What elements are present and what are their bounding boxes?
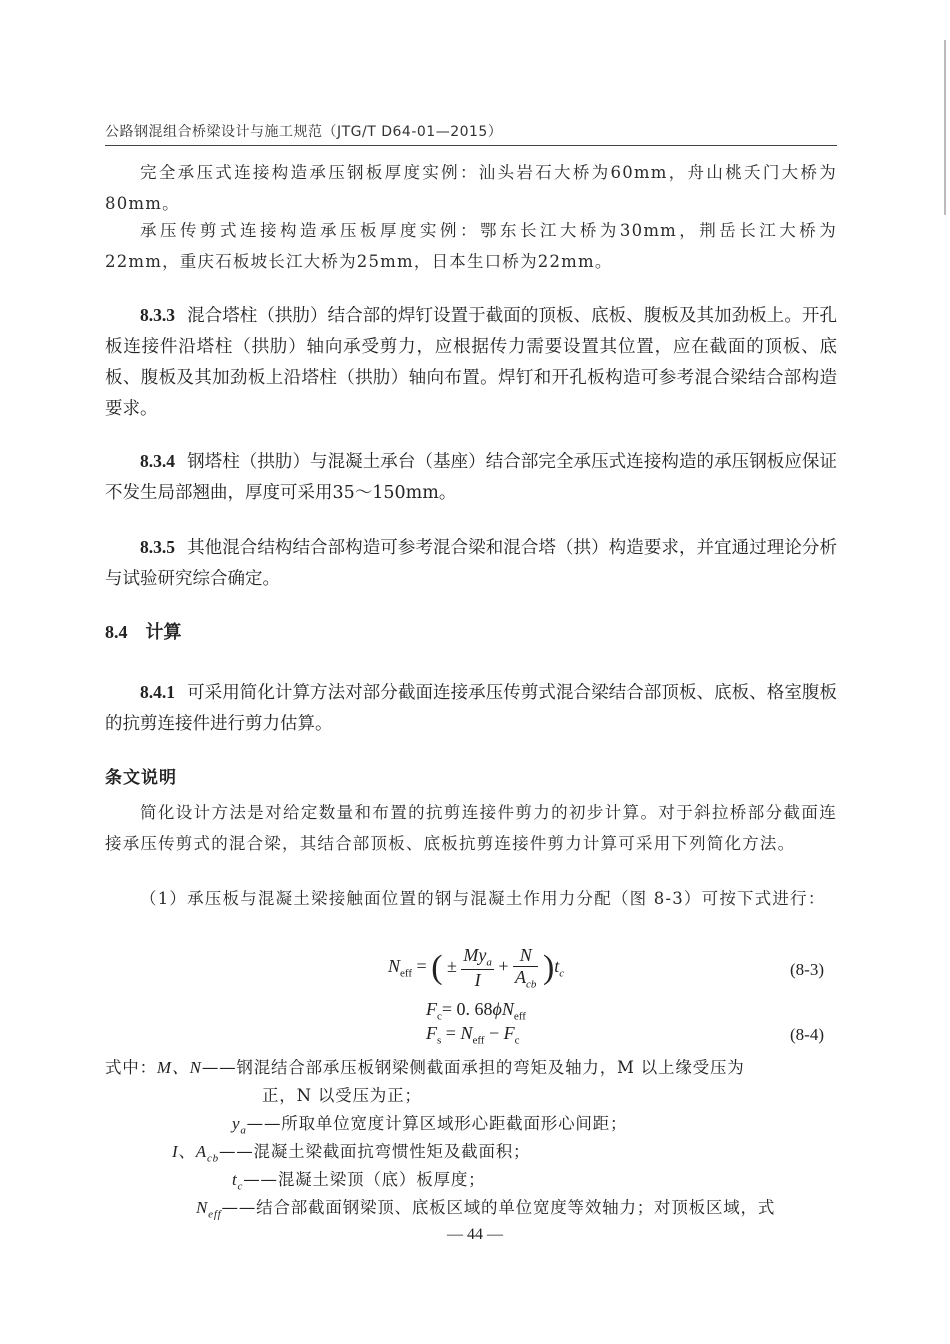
definition-text: ——结合部截面钢梁顶、底板区域的单位宽度等效轴力；对顶板区域，式 [221, 1198, 776, 1217]
definition-ya: $y_a——$所取单位宽度计算区域形心距截面形心间距； [232, 1114, 628, 1137]
clause-8-3-4 [105, 446, 837, 509]
clause-text: 钢塔柱（拱肋）与混凝土承台（基座）结合部完全承压式连接构造的承压钢板应保证不发生局部翘曲，厚度可采用35～150mm。 [105, 452, 837, 503]
clause-8-3-3 [105, 300, 837, 425]
clause-number: 8.3.4 [140, 451, 175, 471]
equation-number-8-4: (8-4) [790, 1025, 824, 1044]
definition-text: ——混凝土梁顶（底）板厚度； [243, 1170, 486, 1189]
clause-number: 8.3.3 [140, 305, 175, 325]
section-heading-8-4 [105, 618, 182, 644]
definition-text: ——钢混结合部承压板钢梁侧截面承担的弯矩及轴力，M 以上缘受压为 [201, 1058, 745, 1077]
clause-number: 8.3.5 [140, 537, 175, 557]
clause-8-3-5 [105, 532, 837, 595]
page-number: — 44 — [447, 1226, 503, 1243]
definition-neff: $N_{eff}——$结合部截面钢梁顶、底板区域的单位宽度等效轴力；对顶板区域，式 [196, 1198, 776, 1221]
definition-symbol: M、N [156, 1058, 202, 1077]
definition-i-acb: I、$A_{cb}——$混凝土梁截面抗弯惯性矩及截面积； [172, 1142, 531, 1165]
running-header: 公路钢混组合桥梁设计与施工规范（JTG/T D64-01—2015） [105, 124, 503, 140]
clause-number: 8.4.1 [140, 682, 175, 702]
equation-8-4: $F_s = N_{eff} - F_c$ [426, 1023, 520, 1047]
note-paragraph-1: 简化设计方法是对给定数量和布置的抗剪连接件剪力的初步计算。对于斜拉桥部分截面连接承压传剪式的混合梁，其结合部顶板、底板抗剪连接件剪力计算可采用下列简化方法。 [105, 803, 837, 853]
definition-tc: $t_c——$混凝土梁顶（底）板厚度； [232, 1170, 486, 1193]
equation-fc-coefficient: = 0. 68 [441, 999, 493, 1019]
section-title: 计算 [145, 622, 182, 643]
definition-text: ——所取单位宽度计算区域形心距截面形心间距； [246, 1114, 628, 1133]
header-rule [105, 145, 837, 146]
equation-number-8-3: (8-3) [790, 960, 824, 979]
commentary-paragraph-2: 承压传剪式连接构造承压板厚度实例：鄂东长江大桥为30mm，荆岳长江大桥为22mm，重庆石板坡长江大桥为25mm，日本生口桥为22mm。 [105, 221, 837, 271]
section-number: 8.4 [105, 622, 128, 642]
equation-8-3: $N_{eff}$ = ( ± $\frac{My_a}{I}$ + $\frac{N}{A_{cb}}$ )$t_c$ [388, 945, 565, 991]
clause-8-4-1 [105, 677, 837, 740]
commentary-paragraph-1: 完全承压式连接构造承压钢板厚度实例：汕头岩石大桥为60mm，舟山桃夭门大桥为80mm。 [105, 163, 837, 213]
definition-m-n [105, 1053, 837, 1078]
definition-m-n-continued: 正，N 以受压为正； [262, 1086, 422, 1105]
note-paragraph-2: （1）承压板与混凝土梁接触面位置的钢与混凝土作用力分配（图 8-3）可按下式进行： [140, 889, 826, 908]
clause-text: 混合塔柱（拱肋）结合部的焊钉设置于截面的顶板、底板、腹板及其加劲板上。开孔板连接件沿塔柱（拱肋）轴向承受剪力，应根据传力需要设置其位置，应在截面的顶板、底板、腹板及其加劲板上沿塔柱（拱肋）轴向布置。焊钉和开孔板构造可参考混合梁结合部构造要求。 [105, 306, 837, 419]
equation-fc: $F_c= 0$. $68\phi N_{eff}$ [426, 999, 526, 1023]
scan-edge-shadow [944, 40, 946, 215]
note-title: 条文说明 [105, 768, 177, 788]
definition-lead: 式中： [105, 1058, 157, 1077]
definition-text: ——混凝土梁截面抗弯惯性矩及截面积； [218, 1142, 531, 1161]
clause-text: 其他混合结构结合部构造可参考混合梁和混合塔（拱）构造要求，并宜通过理论分析与试验研究综合确定。 [105, 538, 837, 589]
clause-text: 可采用简化计算方法对部分截面连接承压传剪式混合梁结合部顶板、底板、格室腹板的抗剪连接件进行剪力估算。 [105, 683, 837, 734]
